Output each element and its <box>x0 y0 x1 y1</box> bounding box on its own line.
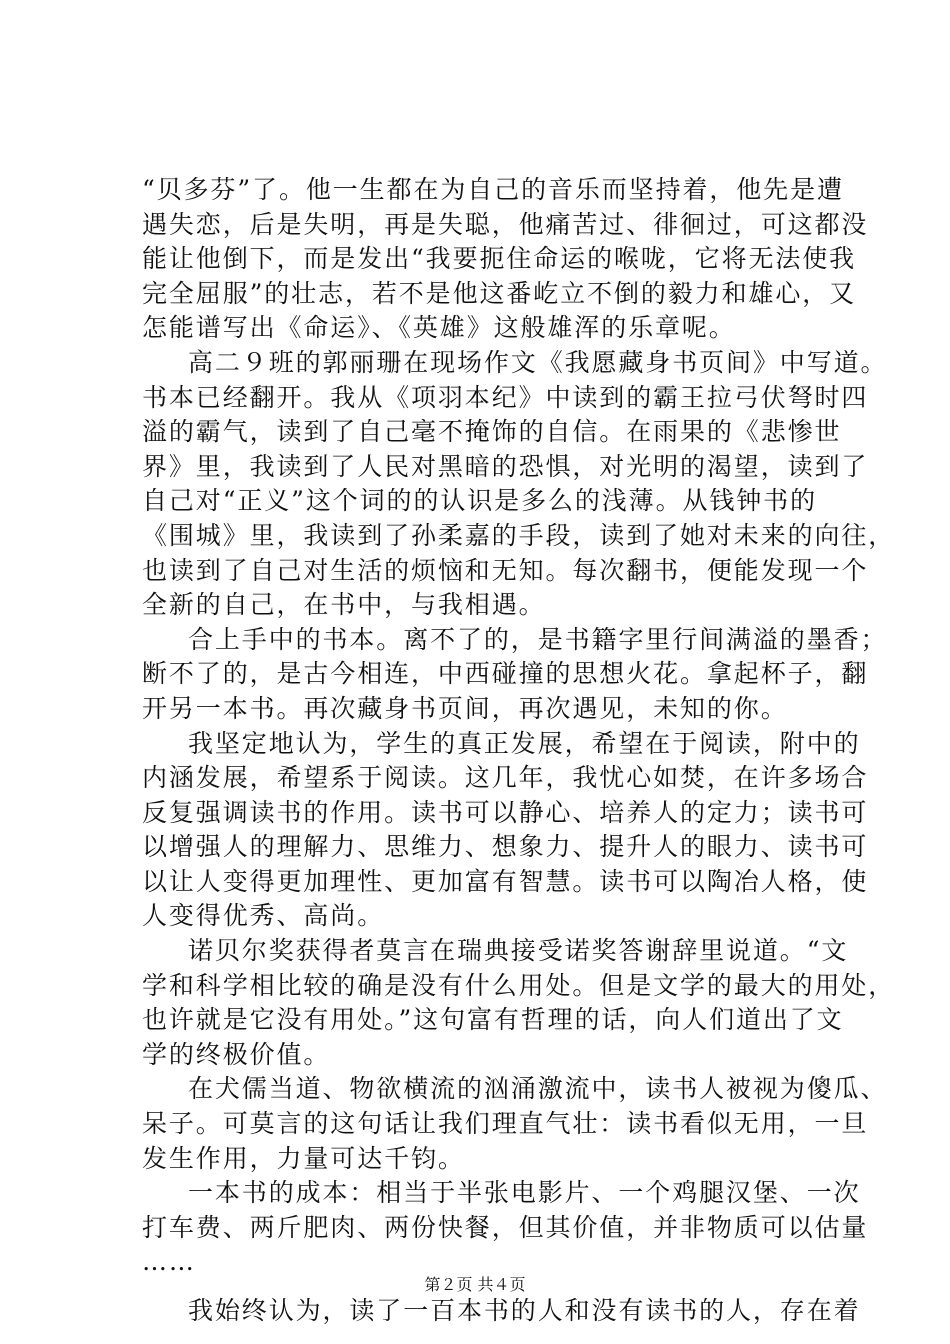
paragraph-start-line: 合上手中的书本。离不了的，是书籍字里行间满溢的墨香； <box>188 624 888 654</box>
text-line: “贝多芬”了。他一生都在为自己的音乐而坚持着，他先是遭 <box>142 175 844 204</box>
paragraph-start-line: 高二９班的郭丽珊在现场作文《我愿藏身书页间》中写道。 <box>188 347 888 377</box>
text-line: 溢的霸气，读到了自己毫不掩饰的自信。在雨果的《悲惨世 <box>142 417 842 447</box>
text-line: 全新的自己，在书中，与我相遇。 <box>142 590 546 620</box>
text-line: 开另一本书。再次藏身书页间，再次遇见，未知的你。 <box>142 693 788 723</box>
text-line: 完全屈服”的壮志，若不是他这番屹立不倒的毅力和雄心，又 <box>142 278 857 308</box>
text-line: 打车费、两斤肥肉、两份快餐，但其价值，并非物质可以估量 <box>142 1212 869 1242</box>
text-line: 反复强调读书的作用。读书可以静心、培养人的定力；读书可 <box>142 797 869 827</box>
paragraph-start-line: 我坚定地认为，学生的真正发展，希望在于阅读，附中的 <box>188 728 861 758</box>
text-line: 人变得优秀、高尚。 <box>142 901 385 931</box>
text-line: 学和科学相比较的确是没有什么用处。但是文学的最大的用处， <box>142 970 896 1000</box>
page-number-footer: 第２页 共４页 <box>424 1275 526 1294</box>
text-line: 怎能谱写出《命运》、《英雄》这般雄浑的乐章呢。 <box>142 313 736 343</box>
text-line: 发生作用，力量可达千钧。 <box>142 1143 465 1173</box>
text-line: 断不了的，是古今相连，中西碰撞的思想火花。拿起杯子，翻 <box>142 659 869 689</box>
text-line: 也读到了自己对生活的烦恼和无知。每次翻书，便能发现一个 <box>142 555 869 585</box>
text-line: 以让人变得更加理性、更加富有智慧。读书可以陶冶人格，使 <box>142 866 869 896</box>
body-text <box>142 173 896 1329</box>
paragraph-start-line: 在犬儒当道、物欲横流的汹涌激流中，读书人被视为傻瓜、 <box>188 1074 888 1104</box>
text-line: …… <box>142 1247 196 1277</box>
text-line: 也许就是它没有用处。”这句富有哲理的话，向人们道出了文 <box>142 1005 844 1035</box>
text-line: 呆子。可莫言的这句话让我们理直气壮：读书看似无用，一旦 <box>142 1109 869 1139</box>
text-line: 内涵发展，希望系于阅读。这几年，我忧心如焚，在许多场合 <box>142 763 869 793</box>
text-line: 能让他倒下，而是发出“我要扼住命运的喉咙，它将无法使我 <box>142 244 857 274</box>
text-line: 自己对“正义”这个词的的认识是多么的浅薄。从钱钟书的 <box>142 486 817 516</box>
text-line: 书本已经翻开。我从《项羽本纪》中读到的霸王拉弓伏弩时四 <box>142 382 869 412</box>
paragraph-start-line: 我始终认为，读了一百本书的人和没有读书的人，存在着 <box>188 1296 861 1325</box>
text-line: 遇失恋，后是失明，再是失聪，他痛苦过、徘徊过，可这都没 <box>142 209 869 239</box>
text-line: 学的终极价值。 <box>142 1039 331 1069</box>
paragraph-start-line: 一本书的成本：相当于半张电影片、一个鸡腿汉堡、一次 <box>188 1178 861 1208</box>
text-line: 以增强人的理解力、思维力、想象力、提升人的眼力、读书可 <box>142 832 869 862</box>
text-line: 《围城》里，我读到了孙柔嘉的手段，读到了她对未来的向往， <box>142 520 896 550</box>
paragraph-start-line: 诺贝尔奖获得者莫言在瑞典接受诺奖答谢辞里说道。“文 <box>188 936 849 966</box>
text-line: 界》里，我读到了人民对黑暗的恐惧，对光明的渴望，读到了 <box>142 451 869 481</box>
